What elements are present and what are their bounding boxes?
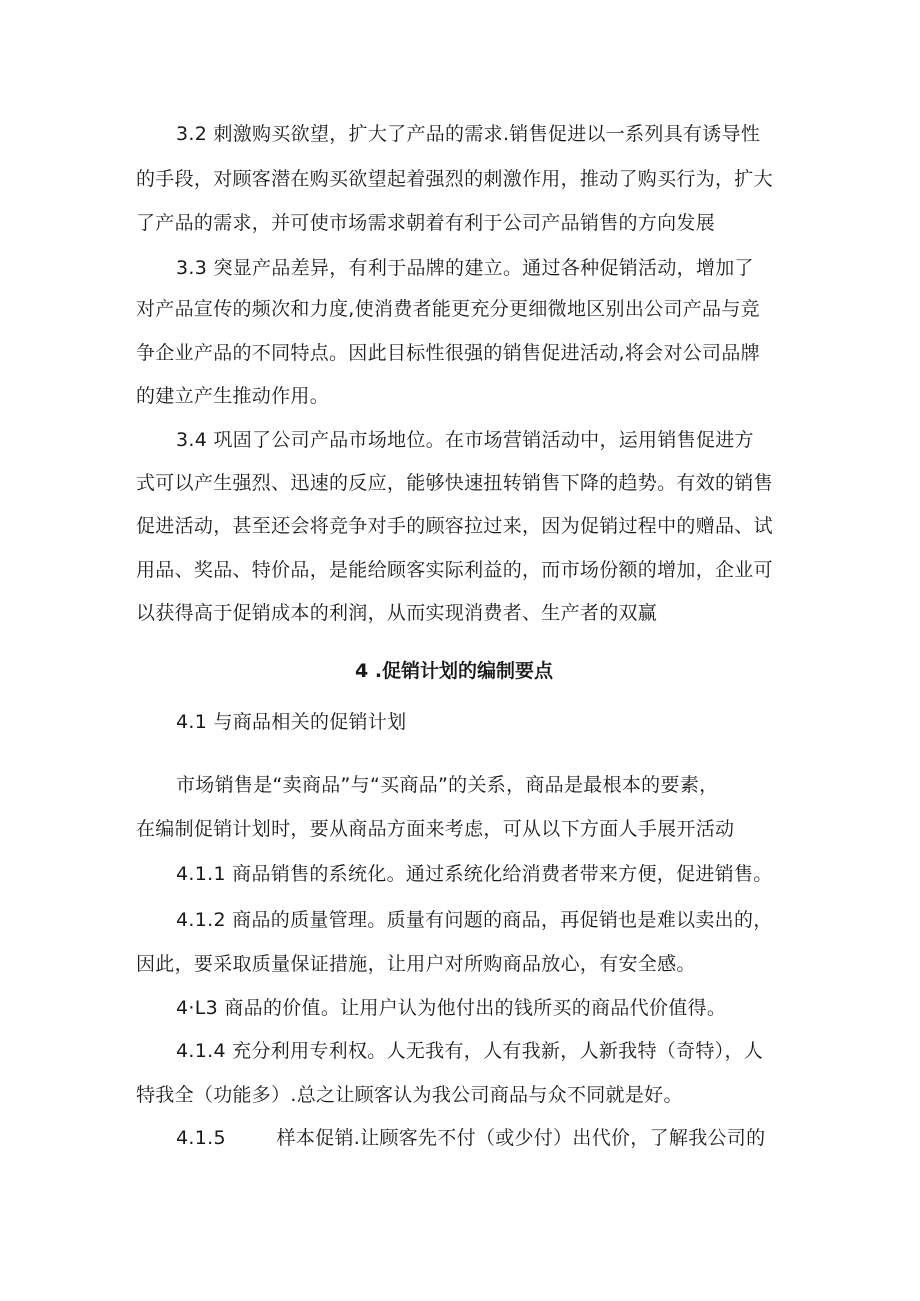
item-4-1-2-line-2: 因此，要采取质量保证措施，让用户对所购商品放心，有安全感。 — [136, 953, 696, 975]
item-4-1-4-line-2: 特我全（功能多）.总之让顾客认为我公司商品与众不同就是好。 — [136, 1084, 683, 1106]
section-4-heading: 4 .促销计划的编制要点 — [355, 660, 554, 682]
paragraph-3-3-line-3: 争企业产品的不同特点。因此目标性很强的销售促进活动,将会对公司品牌 — [136, 342, 760, 364]
paragraph-3-2-line-2: 的手段，对顾客潜在购买欲望起着强烈的刺激作用，推动了购买行为，扩大 — [136, 168, 773, 190]
item-4-1-1: 4.1.1 商品销售的系统化。通过系统化给消费者带来方便，促进销售。 — [176, 863, 773, 885]
paragraph-3-2-line-1: 3.2 刺激购买欲望，扩大了产品的需求.销售促进以一系列具有诱导性 — [176, 123, 761, 145]
item-4-1-2-line-1: 4.1.2 商品的质量管理。质量有问题的商品，再促销也是难以卖出的， — [176, 909, 773, 931]
paragraph-3-4-line-3: 促进活动，甚至还会将竞争对手的顾容拉过来，因为促销过程中的赠品、试 — [136, 515, 773, 537]
paragraph-3-3-line-1: 3.3 突显产品差异，有利于品牌的建立。通过各种促销活动，增加了 — [176, 257, 754, 279]
item-4-1-4-line-1: 4.1.4 充分利用专利权。人无我有，人有我新，人新我特（奇特），人 — [176, 1040, 764, 1062]
paragraph-3-4-line-1: 3.4 巩固了公司产品市场地位。在市场营销活动中，运用销售促进方 — [176, 429, 754, 451]
paragraph-3-4-line-4: 用品、奖品、特价品，是能给顾客实际利益的，而市场份额的增加，企业可 — [136, 559, 773, 581]
intro-line-1: 市场销售是“卖商品”与“买商品”的关系，商品是最根本的要素， — [176, 774, 719, 796]
intro-line-2: 在编制促销计划时，要从商品方面来考虑，可从以下方面人手展开活动 — [136, 818, 735, 840]
section-4-1-heading: 4.1 与商品相关的促销计划 — [176, 711, 407, 733]
item-4-1-5-line-1: 4.1.5 样本促销.让顾客先不付（或少付）出代价，了解我公司的 — [176, 1127, 766, 1149]
paragraph-3-3-line-2: 对产品宣传的频次和力度,使消费者能更充分更细微地区别出公司产品与竞 — [136, 298, 760, 320]
paragraph-3-4-line-2: 式可以产生强烈、迅速的反应，能够快速扭转销售下降的趋势。有效的销售 — [136, 472, 773, 494]
paragraph-3-2-line-3: 了产品的需求，并可使市场需求朝着有利于公司产品销售的方向发展 — [136, 212, 716, 234]
paragraph-3-3-line-4: 的建立产生推动作用。 — [136, 385, 330, 407]
item-4-1-3: 4·L3 商品的价值。让用户认为他付出的钱所买的商品代价值得。 — [176, 997, 727, 1019]
paragraph-3-4-line-5: 以获得高于促销成本的利润，从而实现消费者、生产者的双赢 — [136, 602, 658, 624]
